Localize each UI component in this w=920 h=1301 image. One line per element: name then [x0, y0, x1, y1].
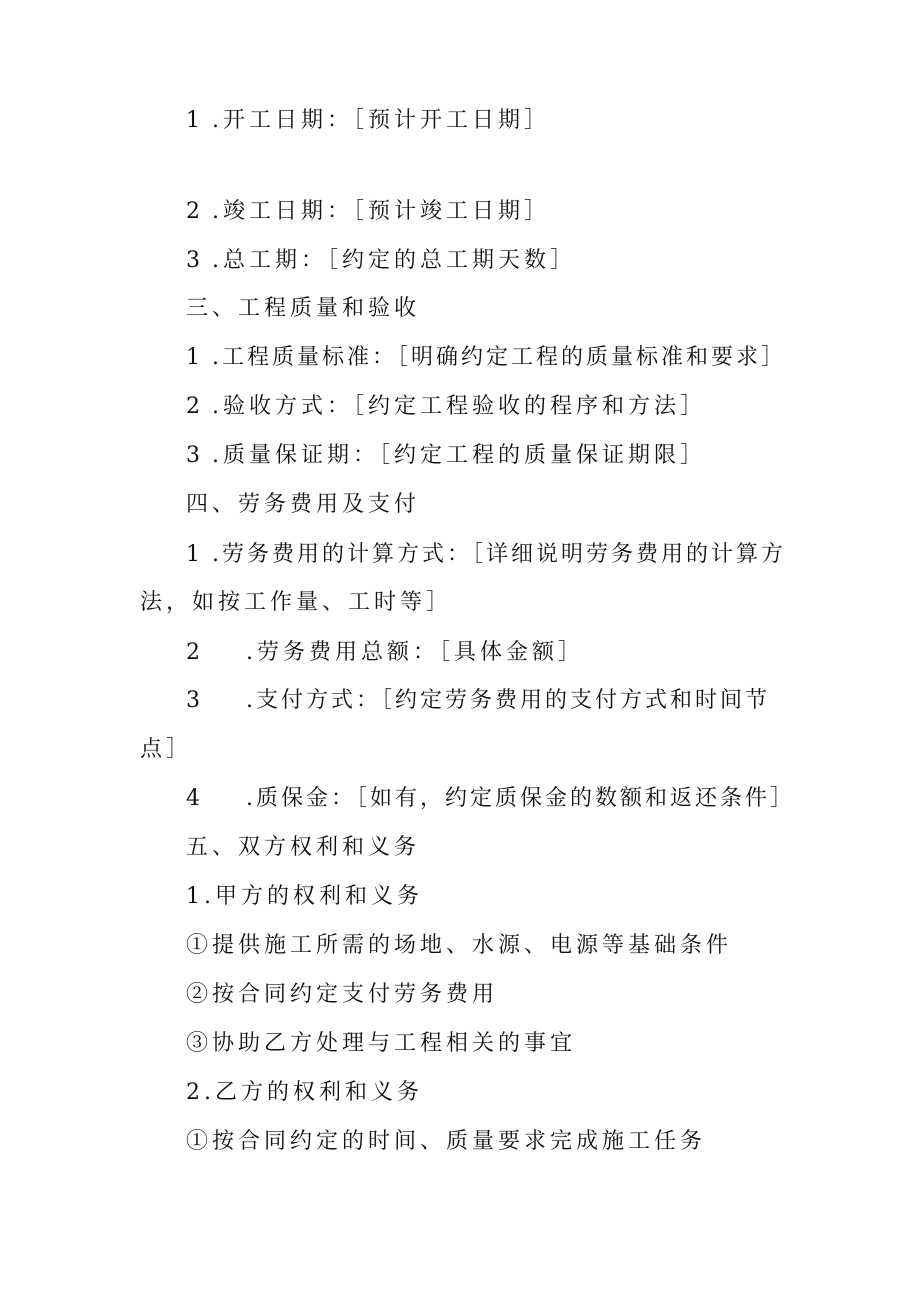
fee-total-line — [186, 638, 584, 668]
warranty-period-line — [186, 441, 706, 471]
item-text: .质保金：［如有，约定质保金的数额和返还条件］ — [246, 786, 795, 811]
party-a-item-2: ②按合同约定支付劳务费用 — [186, 982, 499, 1007]
item-text: .竣工日期：［预计竣工日期］ — [212, 199, 550, 224]
party-b-heading: 2.乙方的权利和义务 — [186, 1080, 423, 1105]
party-a-item-3: ③协助乙方处理与工程相关的事宜 — [186, 1031, 577, 1056]
item-text: .支付方式：［约定劳务费用的支付方式和时间节 — [246, 688, 770, 713]
item-text: .开工日期：［预计开工日期］ — [212, 108, 550, 133]
party-a-heading: 1.甲方的权利和义务 — [186, 884, 423, 909]
item-number: 3 — [186, 688, 203, 713]
fee-calculation-line — [186, 540, 786, 570]
item-number: 3 — [186, 443, 204, 468]
item-number: 3 — [186, 248, 204, 273]
section-heading-5: 五、双方权利和义务 — [186, 835, 421, 860]
item-number: 2 — [186, 394, 204, 419]
start-date-line — [186, 106, 550, 136]
item-text: .总工期：［约定的总工期天数］ — [212, 248, 576, 273]
item-text: .验收方式：［约定工程验收的程序和方法］ — [212, 394, 706, 419]
item-number: 2 — [186, 640, 204, 665]
party-b-item-1: ①按合同约定的时间、质量要求完成施工任务 — [186, 1129, 707, 1154]
total-duration-line — [186, 246, 576, 276]
payment-method-continuation: 点］ — [140, 737, 193, 762]
acceptance-method-line — [186, 392, 706, 422]
item-number: 1 — [186, 108, 204, 133]
section-heading-3: 三、工程质量和验收 — [186, 296, 421, 321]
quality-standard-line — [186, 343, 786, 373]
item-text: .劳务费用的计算方式：［详细说明劳务费用的计算方 — [212, 542, 786, 567]
section-heading-4: 四、劳务费用及支付 — [186, 492, 421, 517]
item-number: 4 — [186, 786, 203, 811]
item-number: 2 — [186, 199, 204, 224]
fee-calculation-continuation: 法，如按工作量、工时等］ — [140, 590, 453, 615]
party-a-item-1: ①提供施工所需的场地、水源、电源等基础条件 — [186, 933, 733, 958]
item-text: .工程质量标准：［明确约定工程的质量标准和要求］ — [212, 345, 786, 370]
item-number: 1 — [186, 345, 203, 370]
retention-money-line — [186, 784, 795, 814]
item-text: .质量保证期：［约定工程的质量保证期限］ — [212, 443, 706, 468]
payment-method-line — [186, 686, 770, 716]
item-number: 1 — [186, 542, 203, 567]
item-text: .劳务费用总额：［具体金额］ — [246, 640, 584, 665]
completion-date-line — [186, 197, 550, 227]
